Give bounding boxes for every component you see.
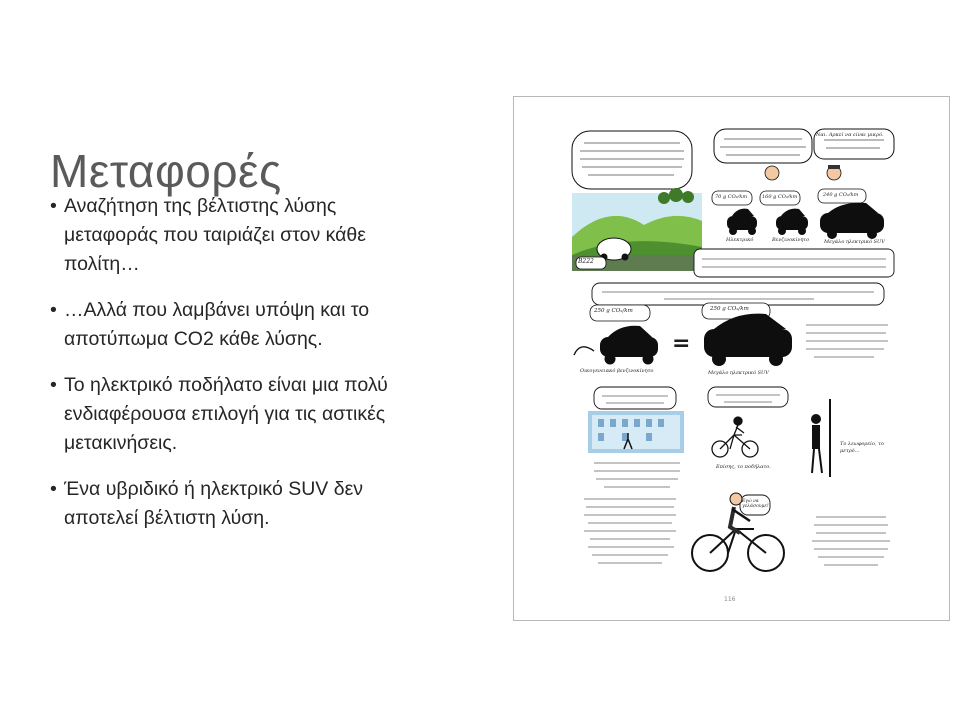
bubble-hello-text: Εγώ να γελάσουμε! xyxy=(742,499,769,510)
character-heads xyxy=(765,165,841,180)
bullet-item xyxy=(50,475,430,533)
speech-bubble-bike xyxy=(708,387,788,407)
bullet-dot-icon: • xyxy=(50,478,57,500)
ev-label: Ηλεκτρικό xyxy=(726,237,754,243)
bullet-item xyxy=(50,371,430,458)
bullet-text: Ένα υβριδικό ή ηλεκτρικό SUV δεν αποτελεί βέλτιστη λύση. xyxy=(64,478,364,529)
suv-row2-emissions: 250 g CO₂/km xyxy=(710,306,749,312)
speech-bubble-intro xyxy=(572,131,692,189)
speech-bubble-bottom-left xyxy=(584,499,676,563)
speech-bubble-question xyxy=(714,129,812,163)
bullet-text: Το ηλεκτρικό ποδήλατο είναι μια πολύ ενδιαφέρουσα επιλογή για τις αστικές μετακινήσεις. xyxy=(64,374,388,454)
bullet-list xyxy=(50,192,430,550)
bullet-dot-icon: • xyxy=(50,299,57,321)
comic-illustration xyxy=(514,97,951,622)
bike-caption: Επίσης, το ποδήλατο. xyxy=(716,464,771,470)
bullet-dot-icon: • xyxy=(50,374,57,396)
city-caption xyxy=(594,463,680,487)
comic-page-number: 116 xyxy=(724,596,736,603)
row2-side-text xyxy=(806,325,888,357)
man-with-pole xyxy=(811,399,830,477)
caption-strip-wide xyxy=(592,283,884,305)
city-panel xyxy=(588,411,684,453)
petrol-label: Βενζινοκίνητο xyxy=(772,237,810,243)
suv-label: Μεγάλο ηλεκτρικό SUV xyxy=(824,239,885,245)
petrol-emissions: 160 g CO₂/km xyxy=(762,194,798,200)
caption-strip xyxy=(694,249,894,277)
transit-caption: Το λεωφορείο, το μετρό… xyxy=(840,441,884,454)
ev-emissions: 70 g CO₂/km xyxy=(715,194,748,200)
petrol-row2-label: Οικογενειακό βενζινοκίνητο xyxy=(580,368,654,374)
bullet-dot-icon: • xyxy=(50,195,57,217)
suv-emissions: 240 g CO₂/km xyxy=(823,192,859,198)
bullet-text: …Αλλά που λαμβάνει υπόψη και το αποτύπωμα CO2 κάθε λύσης. xyxy=(64,299,370,350)
slide-title: Μεταφορές xyxy=(50,144,282,197)
petrol-row2-emissions: 250 g CO₂/km xyxy=(594,308,633,314)
bubble-answer-text: Ναι. Αρκεί να είναι μικρό. xyxy=(816,132,884,138)
bullet-item xyxy=(50,296,430,354)
equals-sign: = xyxy=(672,331,691,356)
speech-bubble-bottom-right xyxy=(812,517,890,565)
bullet-text: Αναζήτηση της βέλτιστης λύσης μεταφοράς που ταιριάζει στον κάθε πολίτη… xyxy=(64,195,366,275)
speech-bubble-city xyxy=(594,387,676,409)
bullet-item xyxy=(50,192,430,279)
car-row-1 xyxy=(727,203,884,239)
comic-page-image xyxy=(513,96,950,621)
cyclist-small xyxy=(712,417,758,457)
suv-row2-label: Μεγάλο ηλεκτρικό SUV xyxy=(708,370,769,376)
license-plate: B222 xyxy=(578,258,594,265)
